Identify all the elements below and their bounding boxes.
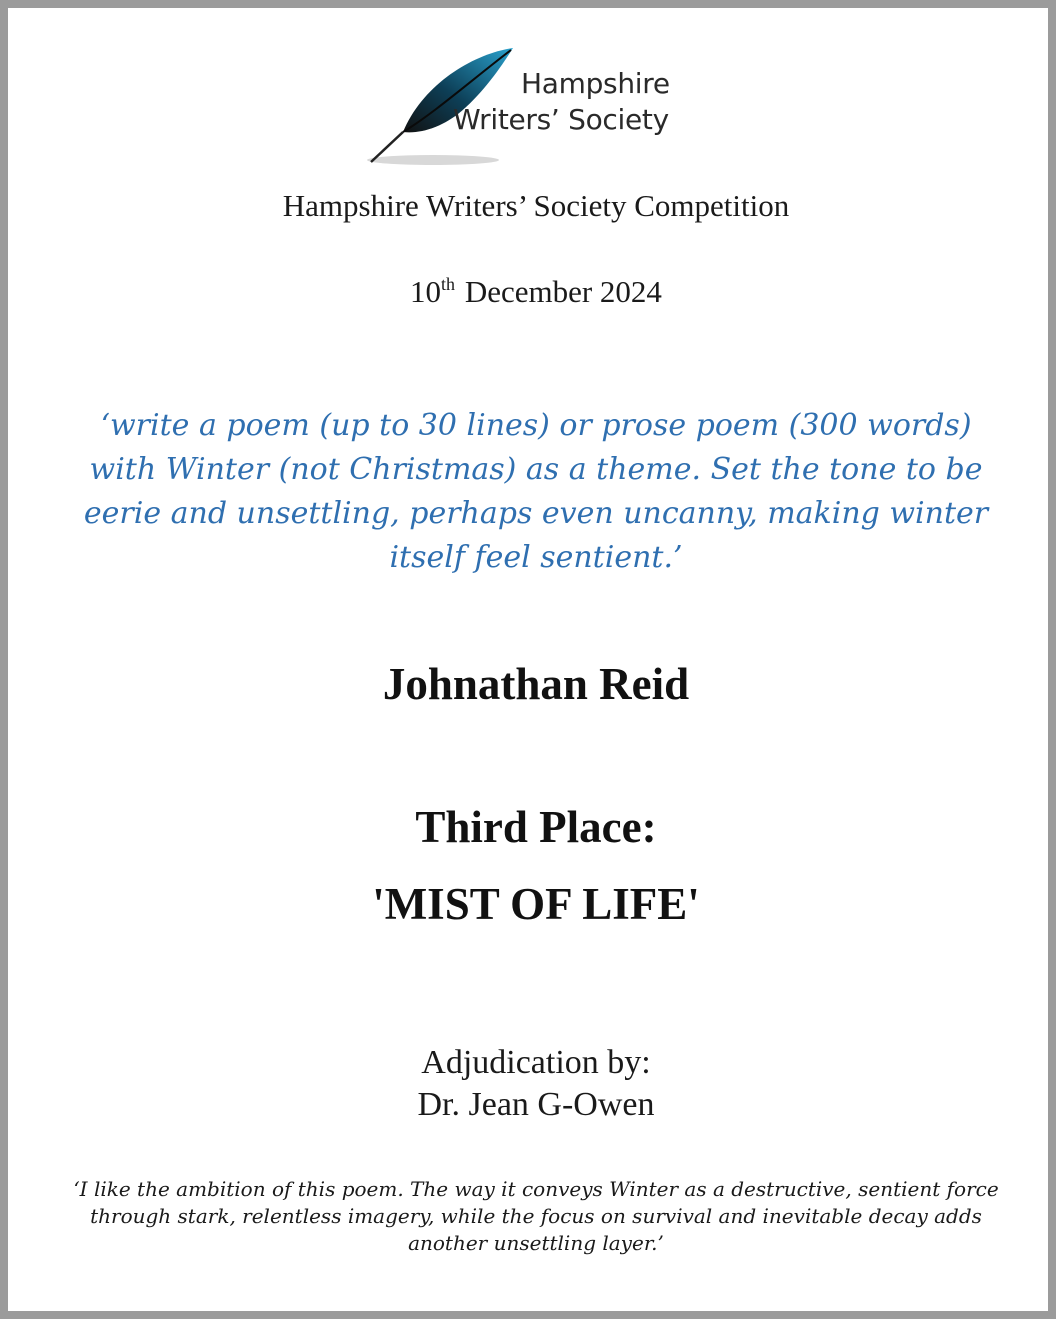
wordmark-line-1: Hampshire bbox=[521, 67, 670, 100]
date-day: 10 bbox=[410, 274, 442, 309]
quote-line: another unsettling layer.’ bbox=[408, 1231, 664, 1255]
adjudication-label: Adjudication by: bbox=[421, 1044, 651, 1081]
prompt-line: ‘write a poem (up to 30 lines) or prose poem (300 words) bbox=[100, 408, 972, 443]
quote-line: ‘I like the ambition of this poem. The way it conveys Winter as a destructive, sentient force bbox=[73, 1177, 999, 1201]
competition-prompt bbox=[58, 404, 1014, 580]
competition-title: Hampshire Writers’ Society Competition bbox=[282, 188, 790, 223]
quote-line: through stark, relentless imagery, while the focus on survival and inevitable decay adds bbox=[90, 1204, 982, 1228]
competition-date bbox=[8, 274, 1056, 310]
prompt-line: itself feel sentient.’ bbox=[389, 540, 683, 575]
placing: Third Place: bbox=[415, 802, 657, 852]
prompt-line: eerie and unsettling, perhaps even uncanny, making winter bbox=[83, 496, 989, 531]
adjudicator-quote bbox=[48, 1176, 1024, 1257]
adjudicator-name: Dr. Jean G-Owen bbox=[417, 1086, 655, 1123]
date-suffix: th bbox=[441, 274, 456, 294]
wordmark-line-2: Writers’ Society bbox=[453, 103, 669, 136]
prompt-line: with Winter (not Christmas) as a theme. Set the tone to be bbox=[89, 452, 983, 487]
winner-name: Johnathan Reid bbox=[382, 659, 690, 709]
poem-title: 'MIST OF LIFE' bbox=[372, 879, 700, 929]
society-logo bbox=[363, 44, 703, 172]
date-month-year: December 2024 bbox=[464, 274, 662, 309]
society-wordmark bbox=[453, 66, 670, 138]
